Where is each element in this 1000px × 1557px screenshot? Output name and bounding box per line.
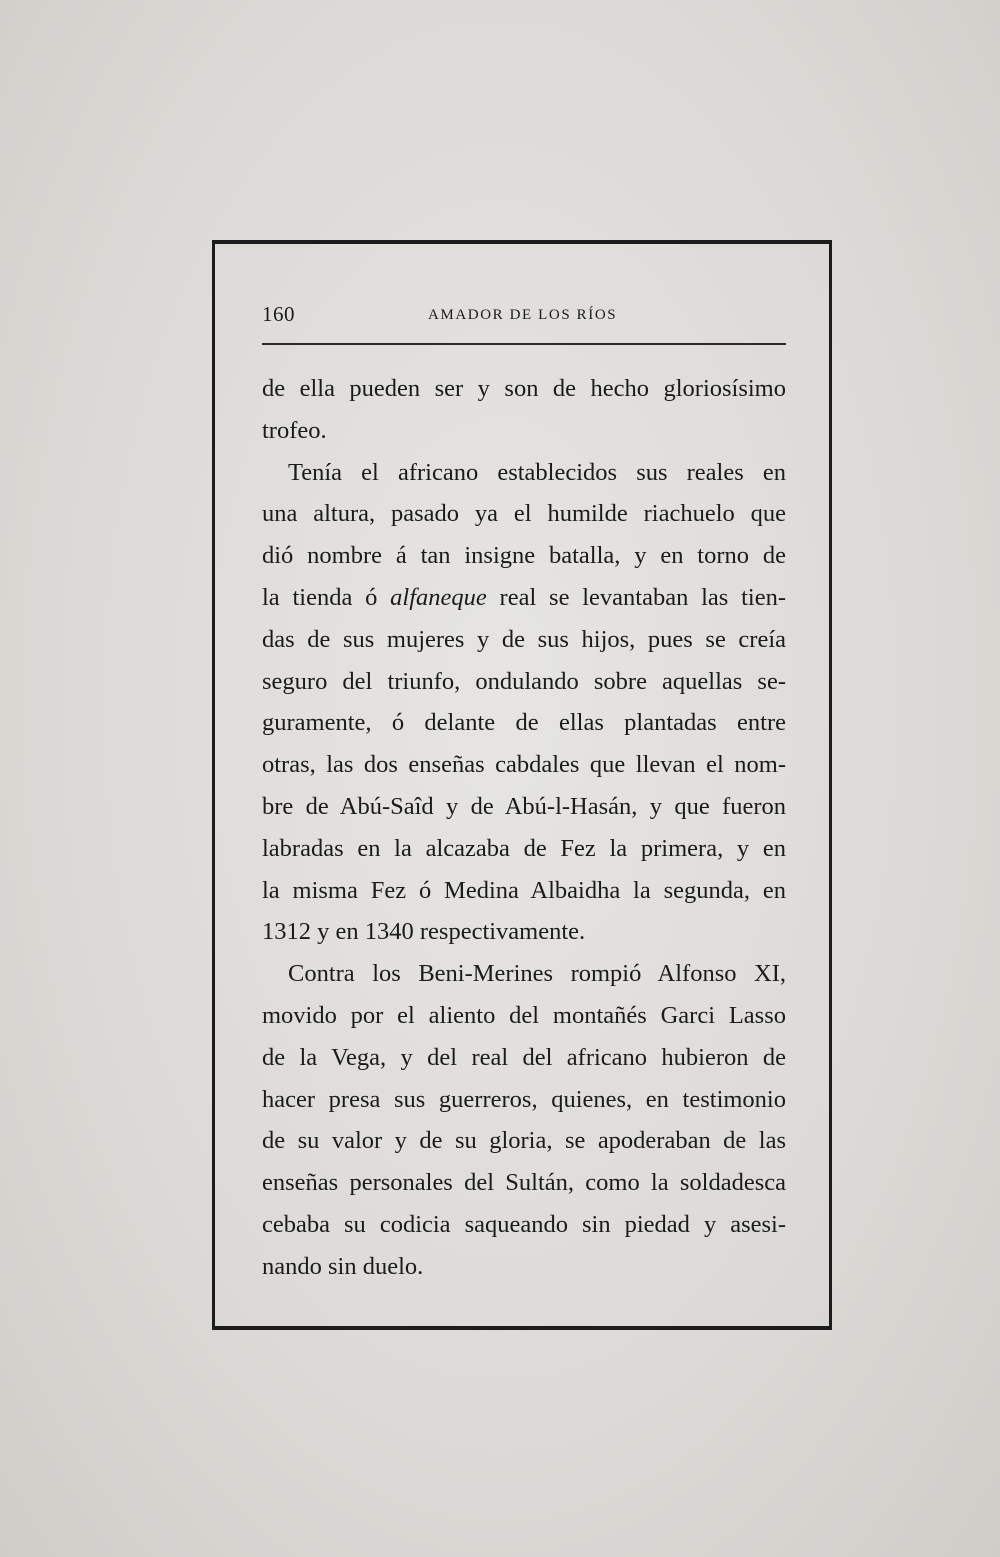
text-line: Contra los Beni-Merines rompió Alfonso XI, xyxy=(288,960,786,988)
running-head xyxy=(262,302,786,332)
text-line: de ella pueden ser y son de hecho gloriosísimo xyxy=(262,375,786,402)
text-line: nando sin duelo. xyxy=(262,1252,424,1280)
text-line: Tenía el africano establecidos sus reales en xyxy=(288,458,786,486)
italic-term: alfaneque xyxy=(390,583,487,611)
body-text xyxy=(262,368,786,1288)
text-line: de la Vega, y del real del africano hubieron de xyxy=(262,1043,786,1071)
text-line: trofeo. xyxy=(262,416,327,444)
text-line: de su valor y de su gloria, se apoderaban de las xyxy=(262,1127,786,1155)
page-number: 160 xyxy=(262,302,295,326)
text-line: labradas en la alcazaba de Fez la primera, y en xyxy=(262,834,786,862)
text-line: dió nombre á tan insigne batalla, y en torno de xyxy=(262,542,786,570)
text-line: cebaba su codicia saqueando sin piedad y asesi- xyxy=(262,1210,786,1238)
running-title: AMADOR DE LOS RÍOS xyxy=(428,307,618,323)
header-rule xyxy=(262,343,786,345)
text-line: bre de Abú-Saîd y de Abú-l-Hasán, y que fueron xyxy=(262,792,786,820)
text-line-with-italic xyxy=(262,577,786,619)
text-fragment: la tienda ó xyxy=(262,583,378,611)
text-line: hacer presa sus guerreros, quienes, en testimonio xyxy=(262,1085,786,1113)
text-line: movido por el aliento del montañés Garci Lasso xyxy=(262,1001,786,1029)
text-line: seguro del triunfo, ondulando sobre aquellas se- xyxy=(262,667,786,695)
text-line: otras, las dos enseñas cabdales que llevan el nom- xyxy=(262,751,786,779)
text-line: das de sus mujeres y de sus hijos, pues se creía xyxy=(262,625,786,653)
text-line: guramente, ó delante de ellas plantadas entre xyxy=(262,709,786,737)
text-line: enseñas personales del Sultán, como la soldadesca xyxy=(262,1169,786,1197)
text-fragment: real se levantaban las tien- xyxy=(499,583,787,611)
text-line: la misma Fez ó Medina Albaidha la segunda, en xyxy=(262,876,786,904)
text-line: 1312 y en 1340 respectivamente. xyxy=(262,918,586,946)
text-line: una altura, pasado ya el humilde riachuelo que xyxy=(262,500,786,528)
